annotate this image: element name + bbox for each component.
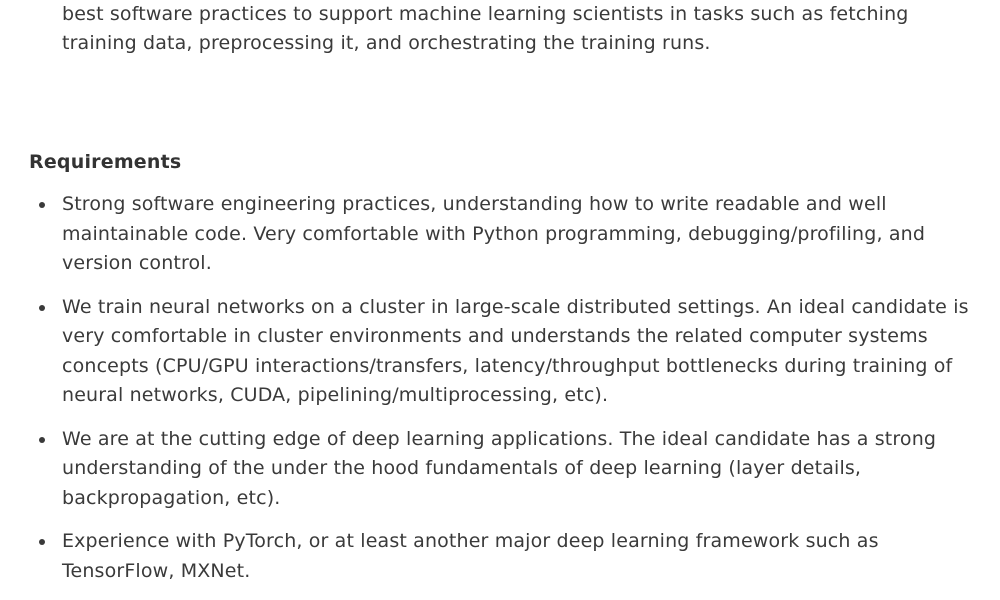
bullet-icon xyxy=(39,437,45,443)
responsibilities-list xyxy=(0,0,1000,59)
list-item xyxy=(0,425,1000,514)
list-item xyxy=(0,527,1000,586)
list-item-text: best software practices to support machine learning scientists in tasks such as fetching training data, preprocessing it, and orchestrating the training runs. xyxy=(62,2,909,54)
list-item xyxy=(0,293,1000,411)
list-item-text: Experience with PyTorch, or at least another major deep learning framework such as TensorFlow, MXNet. xyxy=(62,530,879,582)
list-item-text: Strong software engineering practices, understanding how to write readable and well maintainable code. Very comfortable with Python programming, debugging/profiling, and version control. xyxy=(62,193,926,274)
bullet-icon xyxy=(39,539,45,545)
list-item-text: We are at the cutting edge of deep learning applications. The ideal candidate has a strong understanding of the under the hood fundamentals of deep learning (layer details, backpropagation, etc). xyxy=(62,427,937,509)
list-item-text: We train neural networks on a cluster in large-scale distributed settings. An ideal candidate is very comfortable in cluster environments and understands the related computer systems concepts (CPU/GPU interactions/transfers, latency/throughput bottlenecks during training of neural networks, CUDA, pipelining/multiprocessing, etc). xyxy=(62,295,969,406)
bullet-icon xyxy=(39,305,45,311)
requirements-list xyxy=(0,190,1000,600)
list-item xyxy=(0,190,1000,279)
bullet-icon xyxy=(39,202,45,208)
section-heading: Requirements xyxy=(29,151,182,173)
list-item xyxy=(0,0,1000,59)
